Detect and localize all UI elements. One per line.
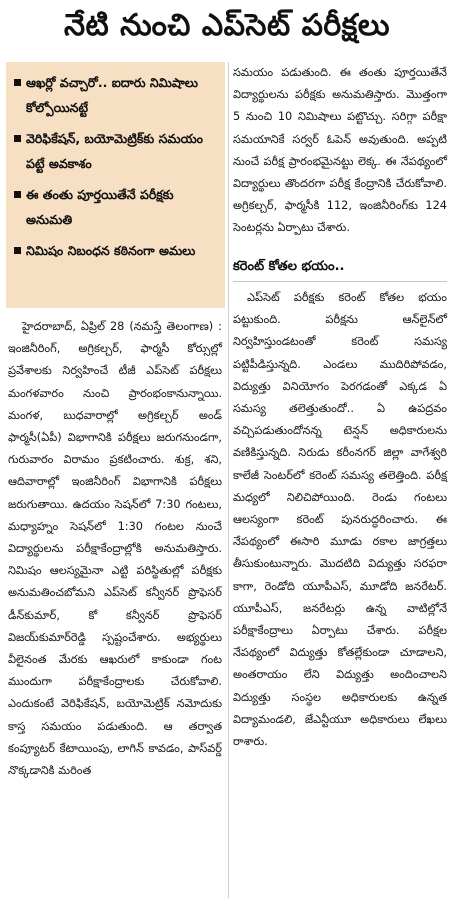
headline: నేటి నుంచి ఎప్‌సెట్ పరీక్షలు — [64, 8, 390, 43]
highlight-text: ఈ తంతు పూర్తయితేనే పరీక్షకు అనుమతి — [26, 187, 174, 227]
highlights-box — [6, 62, 225, 308]
subheading: కరెంట్ కోతల భయం.. — [233, 259, 345, 274]
subheading-rule — [233, 281, 447, 282]
article-body-right-top: సమయం పడుతుంది. ఈ తంతు పూర్తయితేనే విద్యార్థులను పరీక్షకు అనుమతిస్తారు. మొత్తంగా 5 నుంచి 10 నిమిషాలు పట్టొచ్చు. సరిగ్గా పరీక్షా సమయానికే సర్వర్ ఓపెన్ అవుతుంది. అప్పటి నుంచే పరీక్ష ప్రారంభమైనట్టు లెక్క. ఈ నేపథ్యంలో విద్యార్థులు తొందరగా పరీక్ష కేంద్రానికి చేరుకోవాలి. అగ్రికల్చర్, ఫార్మసీకి 112, ఇంజినీరింగ్‌కు 124 సెంటర్లను ఏర్పాటు చేశారు. — [233, 66, 447, 235]
highlight-text: వెరిఫికేషన్, బయోమెట్రిక్‌కు సమయం పట్టే అవకాశం — [26, 131, 203, 171]
highlight-item — [14, 126, 219, 176]
article-body-right-bottom: ఎప్‌సెట్ పరీక్షకు కరెంట్ కోతల భయం పట్టుకుంది. పరీక్షను ఆన్‌లైన్‌లో నిర్వహిస్తుండటంతో కరెంట్ సమస్య పట్టిపీడిస్తున్నది. ఎండలు ముదిరిపోవడం, విద్యుత్తు వినియోగం పెరగడంతో ఎక్కడ ఏ సమస్య తలెత్తుతుందో.. ఏ ఉపద్రవం వచ్చిపడుతుందోనన్న టెన్షన్ అధికారులను వణికిస్తున్నది. నిరుడు కరీంనగర్ జిల్లా వాగేశ్వరి కాలేజీ సెంటర్‌లో కరెంట్ సమస్య తలెత్తింది. పరీక్ష మధ్యలో నిలిచిపోయింది. రెండు గంటలు ఆలస్యంగా కరెంట్ పునరుద్ధరించారు. ఈ నేపథ్యంలో ఈసారి మూడు రకాల జాగ్రత్తలు తీసుకుంటున్నారు. మొదటిది విద్యుత్తు సరఫరా కాగా, రెండోది యూపీఎస్, మూడోది జనరేటర్. యూపీఎస్, జనరేటర్లు ఉన్న వాటిల్లోనే పరీక్షాకేంద్రాలు ఏర్పాటు చేశారు. పరీక్షల నేపథ్యంలో విద్యుత్తు కోతల్లేకుండా చూడాలని, అంతరాయం లేని విద్యుత్తు అందించాలని విద్యుత్తు సంస్థల అధికారులకు ఉన్నత విద్యామండలి, జేఎన్టీయూ అధికారులు లేఖలు రాశారు. — [233, 291, 447, 749]
column-divider — [228, 62, 229, 898]
highlight-item — [14, 238, 219, 263]
square-bullet-icon — [14, 135, 21, 142]
highlight-item — [14, 182, 219, 232]
square-bullet-icon — [14, 79, 21, 86]
square-bullet-icon — [14, 191, 21, 198]
highlight-text: నిమిషం నిబంధన కఠినంగా అమలు — [26, 243, 196, 258]
square-bullet-icon — [14, 247, 21, 254]
highlight-text: ఆఖర్లో వచ్చారో.. ఐదారు నిమిషాలు కోల్పోయినట్టే — [26, 75, 198, 115]
highlight-item — [14, 70, 219, 120]
article-body-left: హైదరాబాద్, ఏప్రిల్ 28 (నమస్తే తెలంగాణ) : ఇంజినీరింగ్, అగ్రికల్చర్, ఫార్మసీ కోర్సుల్లో ప్రవేశాలకు నిర్వహించే టీజీ ఎప్‌సెట్ పరీక్షలు మంగళవారం నుంచి ప్రారంభంకానున్నాయి. మంగళ, బుధవారాల్లో అగ్రికల్చర్ అండ్ ఫార్మసీ(ఏపీ) విభాగానికి పరీక్షలు జరుగనుండగా, గురువారం విరామం ప్రకటించారు. శుక్ర, శని, ఆదివారాల్లో ఇంజినీరింగ్ విభాగానికి పరీక్షలు జరుగుతాయి. ఉదయం సెషన్‌లో 7:30 గంటలు, మధ్యాహ్నం సెషన్‌లో 1:30 గంటల నుంచే విద్యార్థులను పరీక్షాకేంద్రాల్లోకి అనుమతిస్తారు. నిమిషం ఆలస్యమైనా ఎట్టి పరిస్థితుల్లో పరీక్షకు అనుమతించబోమని ఎప్‌సెట్ కన్వీనర్ ప్రొఫెసర్ డీన్‌కుమార్, కో కన్వీనర్ ప్రొఫెసర్ విజయ్‌కుమార్‌రెడ్డి స్పష్టంచేశారు. అభ్యర్థులు వీలైనంత మేరకు ఆఖరులో కాకుండా గంట ముందుగా పరీక్షాకేంద్రాలకు చేరుకోవాలి. ఎందుకంటే వెరిఫికేషన్, బయోమెట్రిక్ నమోదుకు కాస్త సమయం పడుతుంది. ఆ తర్వాత కంప్యూటర్ కేటాయింపు, లాగిన్ కావడం, పాస్‌వర్డ్ నొక్కడానికి మరింత — [8, 320, 222, 778]
